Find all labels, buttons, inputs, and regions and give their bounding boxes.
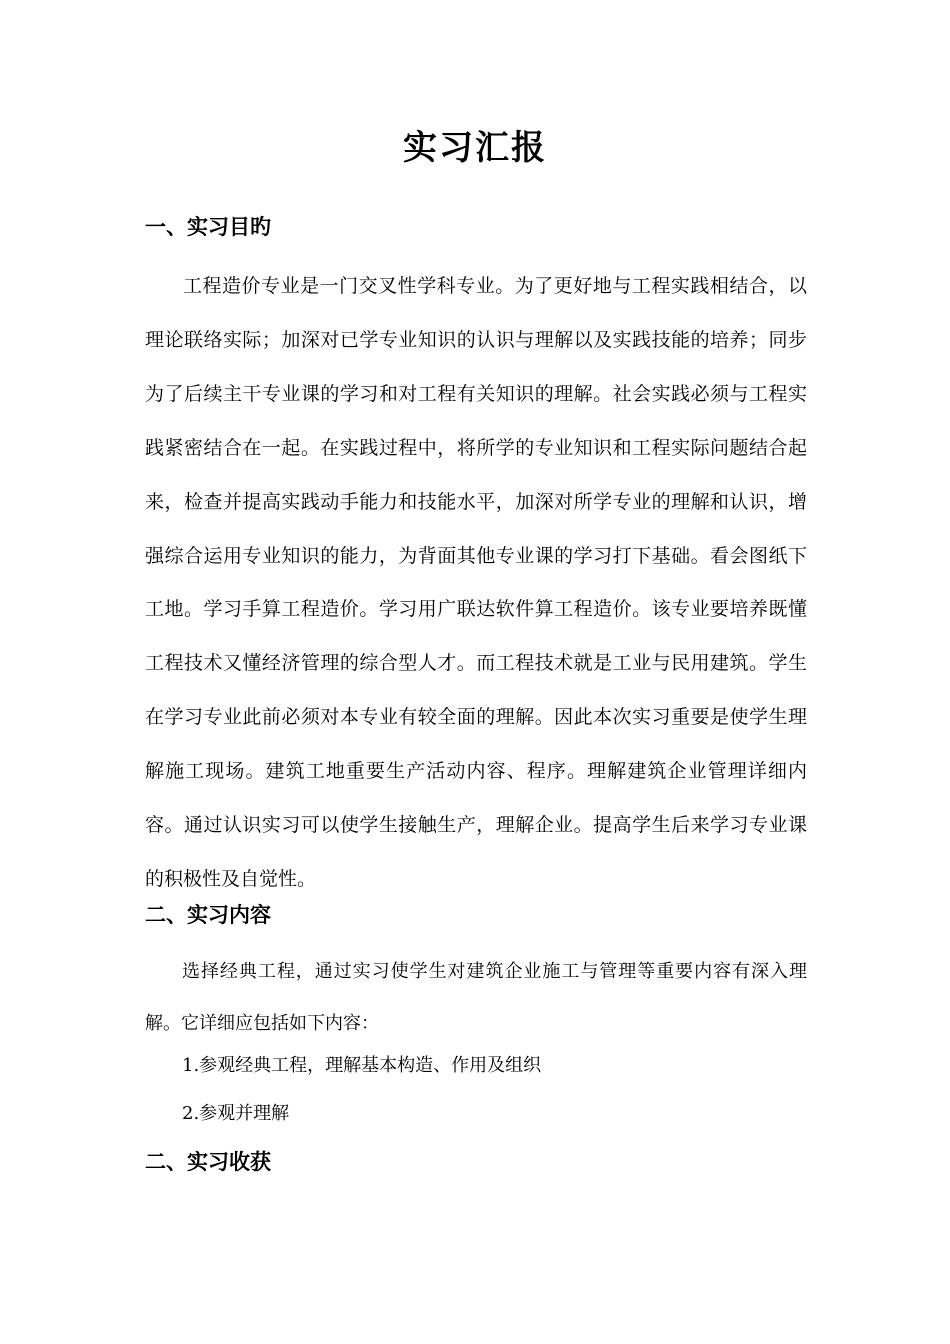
document-title: 实习汇报 [403, 128, 547, 168]
section-heading-content: 二、实习内容 [145, 903, 271, 927]
section-paragraph-content: 选择经典工程，通过实习使学生对建筑企业施工与管理等重要内容有深入理解。它详细应包括如下内容： [145, 961, 807, 1034]
section-paragraph-purpose: 工程造价专业是一门交叉性学科专业。为了更好地与工程实践相结合，以理论联络实际；加深对已学专业知识的认识与理解以及实践技能的培养；同步为了后续主干专业课的学习和对工程有关知识的理解。社会实践必须与工程实践紧密结合在一起。在实践过程中，将所学的专业知识和工程实际问题结合起来，检查并提高实践动手能力和技能水平，加深对所学专业的理解和认识，增强综合运用专业知识的能力，为背面其他专业课的学习打下基础。看会图纸下工地。学习手算工程造价。学习用广联达软件算工程造价。该专业要培养既懂工程技术又懂经济管理的综合型人才。而工程技术就是工业与民用建筑。学生在学习专业此前必须对本专业有较全面的理解。因此本次实习重要是使学生理解施工现场。建筑工地重要生产活动内容、程序。理解建筑企业管理详细内容。通过认识实习可以使学生接触生产，理解企业。提高学生后来学习专业课的积极性及自觉性。 [145, 275, 807, 890]
list-item: 1.参观经典工程，理解基本构造、作用及组织 [182, 1055, 542, 1076]
section-heading-gains: 二、实习收获 [145, 1150, 271, 1174]
list-item: 2.参观并理解 [182, 1103, 290, 1124]
section-heading-purpose: 一、实习目旳 [145, 215, 271, 239]
